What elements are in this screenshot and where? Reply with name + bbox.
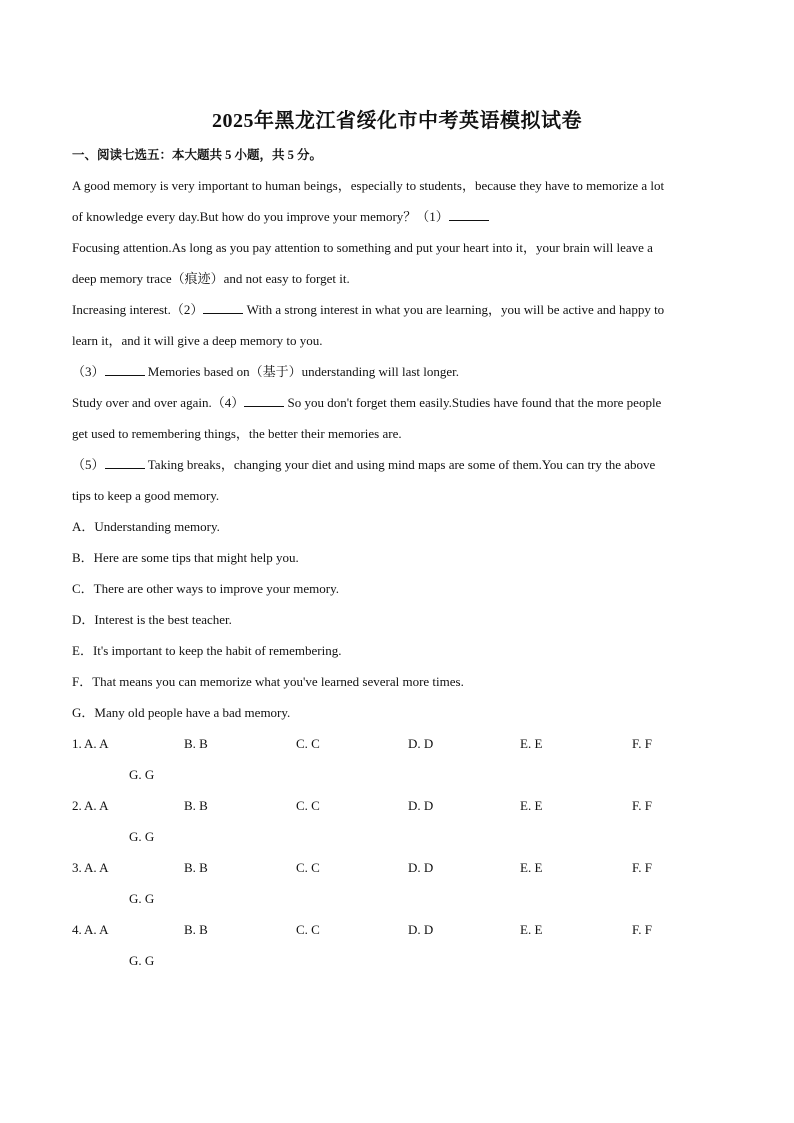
passage-text: of knowledge every day.But how do you improve your memory？（1） — [72, 209, 449, 224]
passage-line — [72, 449, 722, 480]
question-row — [72, 790, 722, 852]
passage-text: deep memory trace（痕迹）and not easy to forget it. — [72, 271, 350, 286]
choice-option[interactable]: D. D — [408, 922, 434, 937]
choice-option[interactable]: C. C — [296, 798, 320, 813]
question-number: 2. — [72, 798, 82, 813]
answer-blank — [203, 299, 243, 314]
section-heading: 一、阅读七选五：本大题共 5 小题，共 5 分。 — [72, 148, 323, 162]
passage-text: learn it，and it will give a deep memory to you. — [72, 333, 323, 348]
passage-text: tips to keep a good memory. — [72, 488, 220, 503]
choice-option[interactable]: G. G — [129, 767, 155, 782]
choice-option[interactable]: E. E — [520, 860, 543, 875]
option-item: F．That means you can memorize what you've learned several more times. — [72, 674, 464, 689]
choice-option[interactable]: D. D — [408, 860, 434, 875]
choice-option[interactable]: E. E — [520, 798, 543, 813]
passage-line — [72, 480, 722, 511]
passage-line — [72, 325, 722, 356]
option-item: B．Here are some tips that might help you. — [72, 550, 299, 565]
answer-blank — [244, 392, 284, 407]
choice-option[interactable]: B. B — [184, 922, 208, 937]
answer-blank — [105, 361, 145, 376]
choice-option[interactable]: C. C — [296, 922, 320, 937]
passage-text: A good memory is very important to human beings，especially to students，because they have to memorize a lot — [72, 178, 665, 193]
choice-option[interactable]: C. C — [296, 860, 320, 875]
choice-option[interactable]: F. F — [632, 798, 652, 813]
choice-option[interactable]: D. D — [408, 736, 434, 751]
passage-line — [72, 263, 722, 294]
passage-line — [72, 170, 722, 201]
choice-option[interactable]: F. F — [632, 860, 652, 875]
passage-line — [72, 294, 722, 325]
question-number: 1. — [72, 736, 82, 751]
passage-line — [72, 356, 722, 387]
option-item: C．There are other ways to improve your memory. — [72, 581, 340, 596]
choice-option[interactable]: G. G — [129, 953, 155, 968]
option-item: G．Many old people have a bad memory. — [72, 705, 291, 720]
passage-text: With a strong interest in what you are learning，you will be active and happy to — [243, 302, 665, 317]
passage-line — [72, 418, 722, 449]
passage-text: get used to remembering things，the better their memories are. — [72, 426, 402, 441]
choice-option[interactable]: B. B — [184, 860, 208, 875]
question-number: 4. — [72, 922, 82, 937]
choice-option[interactable]: A. A — [84, 798, 109, 813]
choice-option[interactable]: E. E — [520, 736, 543, 751]
choice-option[interactable]: B. B — [184, 798, 208, 813]
passage-text: Study over and over again.（4） — [72, 395, 245, 410]
choice-option[interactable]: C. C — [296, 736, 320, 751]
passage-text: Focusing attention.As long as you pay attention to something and put your heart into it，your brain will leave a — [72, 240, 653, 255]
passage-line — [72, 232, 722, 263]
passage-text: Taking breaks，changing your diet and using mind maps are some of them.You can try the above — [144, 457, 656, 472]
choice-option[interactable]: B. B — [184, 736, 208, 751]
passage-text: Memories based on（基于）understanding will last longer. — [144, 364, 459, 379]
choice-option[interactable]: F. F — [632, 922, 652, 937]
choice-option[interactable]: F. F — [632, 736, 652, 751]
option-item: E．It's important to keep the habit of remembering. — [72, 643, 342, 658]
choice-option[interactable]: D. D — [408, 798, 434, 813]
exam-body — [72, 170, 722, 976]
passage-text: （3） — [72, 364, 105, 379]
passage-line — [72, 387, 722, 418]
question-row — [72, 914, 722, 976]
option-item: A．Understanding memory. — [72, 519, 220, 534]
question-row — [72, 852, 722, 914]
passage-text: Increasing interest.（2） — [72, 302, 204, 317]
choice-option[interactable]: G. G — [129, 891, 155, 906]
choice-option[interactable]: A. A — [84, 736, 109, 751]
passage-text: So you don't forget them easily.Studies have found that the more people — [284, 395, 662, 410]
choice-option[interactable]: A. A — [84, 922, 109, 937]
answer-blank — [449, 206, 489, 221]
choice-option[interactable]: G. G — [129, 829, 155, 844]
option-item: D．Interest is the best teacher. — [72, 612, 232, 627]
question-row — [72, 728, 722, 790]
choice-option[interactable]: A. A — [84, 860, 109, 875]
passage-line — [72, 201, 722, 232]
page-title: 2025年黑龙江省绥化市中考英语模拟试卷 — [212, 110, 582, 132]
choice-option[interactable]: E. E — [520, 922, 543, 937]
answer-blank — [105, 454, 145, 469]
passage-text: （5） — [72, 457, 105, 472]
question-number: 3. — [72, 860, 82, 875]
